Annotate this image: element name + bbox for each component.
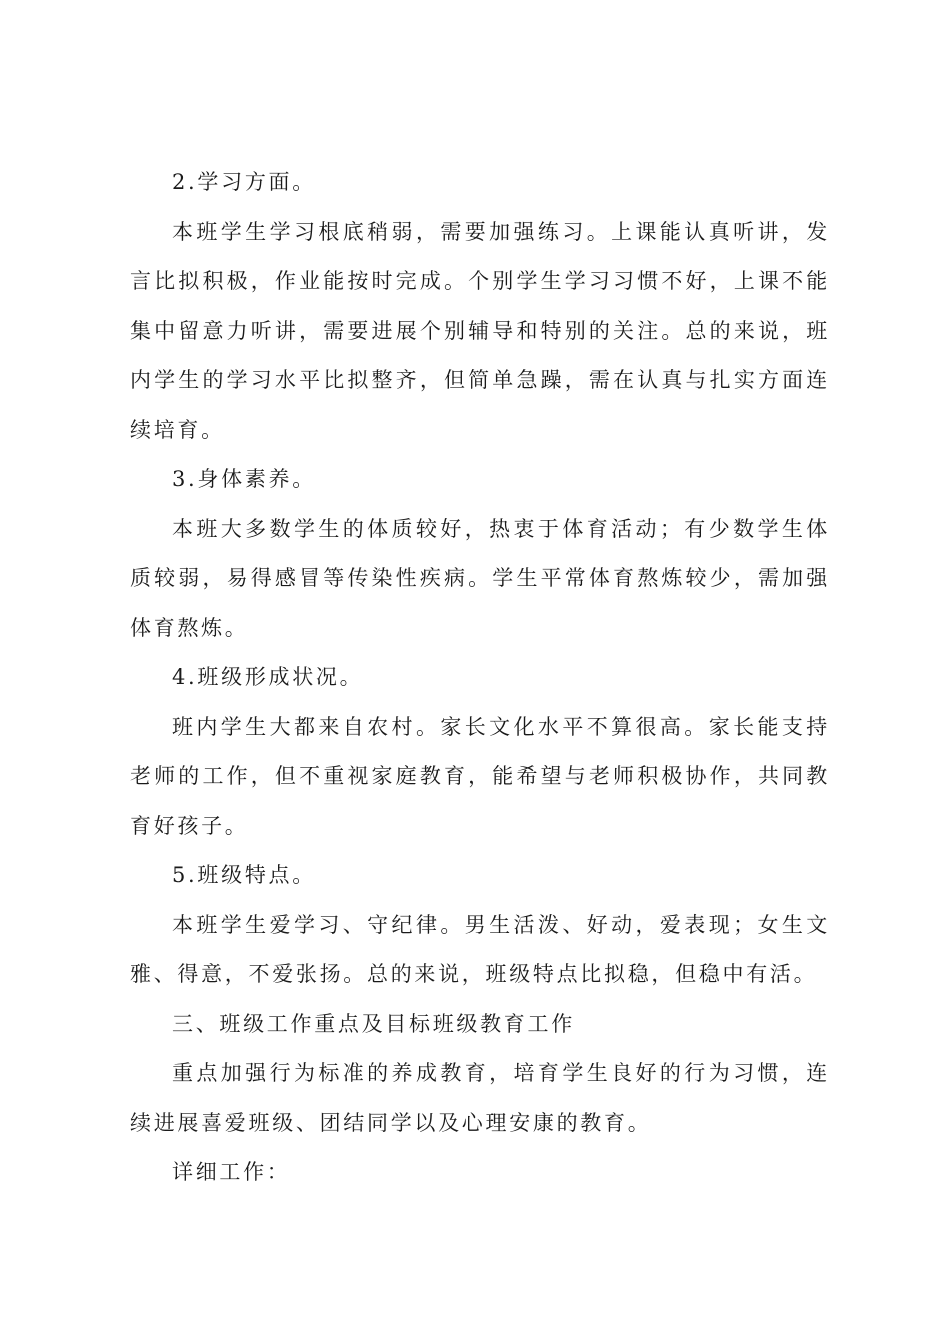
section-heading-study: 2.学习方面。 bbox=[172, 170, 316, 194]
section-body-work-focus: 重点加强行为标准的养成教育，培育学生良好的行为习惯，连续进展喜爱班级、团结同学以及心理安康的教育。 bbox=[130, 1061, 830, 1135]
section-body-study: 本班学生学习根底稍弱，需要加强练习。上课能认真听讲，发言比拟积极，作业能按时完成。个别学生学习习惯不好，上课不能集中留意力听讲，需要进展个别辅导和特别的关注。总的来说，班内学生的学习水平比拟整齐，但简单急躁，需在认真与扎实方面连续培育。 bbox=[130, 219, 830, 442]
section-heading-class-formation: 4.班级形成状况。 bbox=[172, 665, 364, 689]
section-body-class-formation: 班内学生大都来自农村。家长文化水平不算很高。家长能支持老师的工作，但不重视家庭教育，能希望与老师积极协作，共同教育好孩子。 bbox=[130, 714, 830, 838]
section-body-class-features: 本班学生爱学习、守纪律。男生活泼、好动，爱表现；女生文雅、得意，不爱张扬。总的来说，班级特点比拟稳，但稳中有活。 bbox=[130, 912, 830, 986]
section-body-physical: 本班大多数学生的体质较好，热衷于体育活动；有少数学生体质较弱，易得感冒等传染性疾病。学生平常体育熬炼较少，需加强体育熬炼。 bbox=[130, 516, 830, 640]
section-heading-work-focus: 三、班级工作重点及目标班级教育工作 bbox=[172, 1011, 575, 1036]
document-body bbox=[130, 158, 830, 1198]
closing-heading-detailed-work: 详细工作： bbox=[172, 1160, 291, 1184]
section-heading-class-features: 5.班级特点。 bbox=[172, 863, 316, 887]
section-heading-physical: 3.身体素养。 bbox=[172, 467, 316, 491]
